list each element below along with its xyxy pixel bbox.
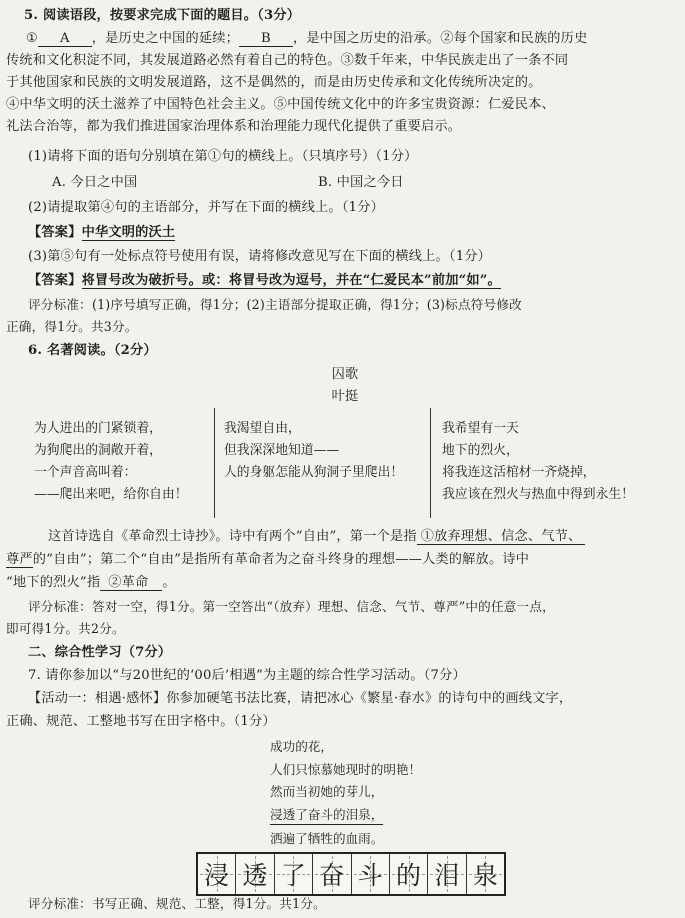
option-b: B. 中国之今日 — [318, 175, 404, 190]
poem-line: 洒遍了牺牲的血雨。 — [270, 830, 384, 846]
poem-line: 地下的烈火， — [442, 443, 519, 458]
q7-score: 评分标准：书写正确、规范、工整，得1分。共1分。 — [28, 896, 326, 911]
q6-text-3 — [6, 574, 176, 592]
grid-char: 了 — [280, 861, 306, 890]
grid-char: 的 — [396, 861, 422, 890]
q5-sub-2: (2)请提取第④句的主语部分，并写在下面的横线上。（1分） — [28, 200, 384, 215]
answer-tag: 【答案】 — [28, 273, 82, 288]
poem-line: 人的身躯怎能从狗洞子里爬出！ — [224, 465, 404, 480]
poem-line: ——爬出来吧，给你自由！ — [34, 487, 188, 502]
grid-char: 泪 — [434, 861, 460, 890]
grid-cell — [390, 854, 428, 894]
grid-cell — [236, 854, 274, 894]
q7-poem — [270, 736, 421, 850]
poem-line-underlined: 浸透了奋斗的泪泉， — [270, 805, 383, 825]
grid-char: 斗 — [357, 861, 383, 890]
q5-circle-1: ① — [26, 31, 39, 46]
grid-cell — [198, 854, 236, 894]
q5-title: 5. 阅读语段，按要求完成下面的题目。（3分） — [24, 8, 301, 23]
grid-cell — [275, 854, 313, 894]
poem-line: 成功的花， — [270, 739, 333, 754]
q6-text-1 — [48, 528, 585, 546]
q5-line-5: 礼法合治等，都为我们推进国家治理体系和治理能力现代化提供了重要启示。 — [6, 119, 462, 134]
grid-char: 浸 — [204, 861, 230, 890]
q5-text-1b: ，是历史之中国的延续； — [91, 31, 240, 46]
q5-text-1c: ，是中国之历史的沿承。②每个国家和民族的历史 — [292, 31, 588, 46]
poem-line: 将我连这活棺材一齐烧掉， — [442, 465, 596, 480]
poem-line: 我渴望自由， — [224, 421, 301, 436]
tianzige-grid — [196, 852, 506, 896]
grid-cell — [467, 854, 504, 894]
section-2-title: 二、综合性学习（7分） — [28, 645, 172, 660]
grid-char: 泉 — [472, 861, 498, 890]
poem-line: 为人进出的门紧锁着， — [34, 421, 162, 436]
poem-line: 我希望有一天 — [442, 421, 519, 436]
poem-divider-2 — [430, 408, 431, 518]
q6-answer-1: ①放弃理想、信念、气节、 — [417, 529, 586, 545]
poem-line: 我应该在烈火与热血中得到永生！ — [442, 487, 634, 502]
q5-score-2: 正确，得1分。共3分。 — [6, 319, 138, 334]
q6-text-1a: 这首诗选自《革命烈士诗抄》。诗中有两个“自由”，第一个是指 — [48, 529, 417, 544]
poem-line: 然而当初她的芽儿， — [270, 784, 384, 799]
q6-answer-1-cont: 尊严 — [6, 552, 33, 567]
poem-line: 为狗爬出的洞敞开着， — [34, 443, 162, 458]
q7-activity-1: 【活动一：相遇·感怀】你参加硬笔书法比赛，请把冰心《繁星·春水》的诗句中的画线文字， — [28, 691, 573, 706]
poem-title: 囚歌 — [331, 367, 359, 382]
q6-text-3a: “地下的烈火”指 — [6, 575, 101, 590]
q6-text-3c: 。 — [162, 575, 176, 590]
q5-line-2: 传统和文化积淀不同，其发展道路必然有着自己的特色。③数千年来，中华民族走出了一条不同 — [6, 53, 569, 68]
grid-cell — [352, 854, 390, 894]
q5-line-4: ④中华文明的沃土滋养了中国特色社会主义。⑤中国传统文化中的许多宝贵资源：仁爱民本、 — [6, 97, 555, 112]
q6-score-1: 评分标准：答对一空，得1分。第一空答出“（放弃）理想、信念、气节、尊严”中的任意一点， — [28, 599, 555, 614]
q6-text-2 — [6, 551, 529, 569]
poem-stanza-1 — [34, 418, 188, 506]
answer-3 — [28, 272, 501, 290]
answer-3-text: 将冒号改为破折号。或：将冒号改为逗号，并在“仁爱民本”前加“如”。 — [81, 273, 501, 288]
answer-tag: 【答案】 — [28, 225, 82, 240]
q5-line-1 — [26, 30, 587, 48]
q6-text-2b: 的“自由”；第二个“自由”是指所有革命者为之奋斗终身的理想——人类的解放。诗中 — [32, 552, 530, 567]
q6-answer-2: ②革命 — [100, 575, 162, 591]
answer-2 — [28, 224, 175, 242]
q5-sub-3: (3)第⑤句有一处标点符号使用有误，请将修改意见写在下面的横线上。（1分） — [28, 249, 492, 264]
q6-score-2: 即可得1分。共2分。 — [6, 621, 125, 636]
q5-sub-1: (1)请将下面的语句分别填在第①句的横线上。（只填序号）（1分） — [28, 149, 418, 164]
poem-divider-1 — [214, 408, 215, 518]
answer-2-text: 中华文明的沃土 — [81, 225, 176, 240]
q6-title: 6. 名著阅读。（2分） — [28, 343, 157, 358]
blank-a: A — [38, 31, 92, 47]
poem-stanza-2 — [224, 418, 403, 484]
poem-line: 一个声音高叫着： — [34, 465, 137, 480]
grid-char: 奋 — [319, 861, 345, 890]
grid-char: 透 — [242, 861, 268, 890]
q5-line-3: 于其他国家和民族的文明发展道路，这不是偶然的，而是由历史传承和文化传统所决定的。 — [6, 75, 542, 90]
grid-cell — [428, 854, 466, 894]
poem-stanza-3 — [442, 418, 634, 506]
poem-line: 但我深深地知道—— — [224, 443, 340, 458]
poem-author: 叶挺 — [331, 389, 359, 404]
blank-b: B — [239, 31, 293, 47]
grid-cell — [313, 854, 351, 894]
q7-activity-2: 正确、规范、工整地书写在田字格中。（1分） — [6, 714, 276, 729]
q5-score-1: 评分标准：(1)序号填写正确，得1分；(2)主语部分提取正确，得1分；(3)标点符号修改 — [28, 297, 522, 312]
poem-line: 人们只惊慕她现时的明艳！ — [270, 761, 422, 777]
q7-title: 7. 请你参加以“与20世纪的‘00后’相遇”为主题的综合性学习活动。（7分） — [28, 668, 466, 683]
option-a: A. 今日之中国 — [52, 175, 138, 190]
